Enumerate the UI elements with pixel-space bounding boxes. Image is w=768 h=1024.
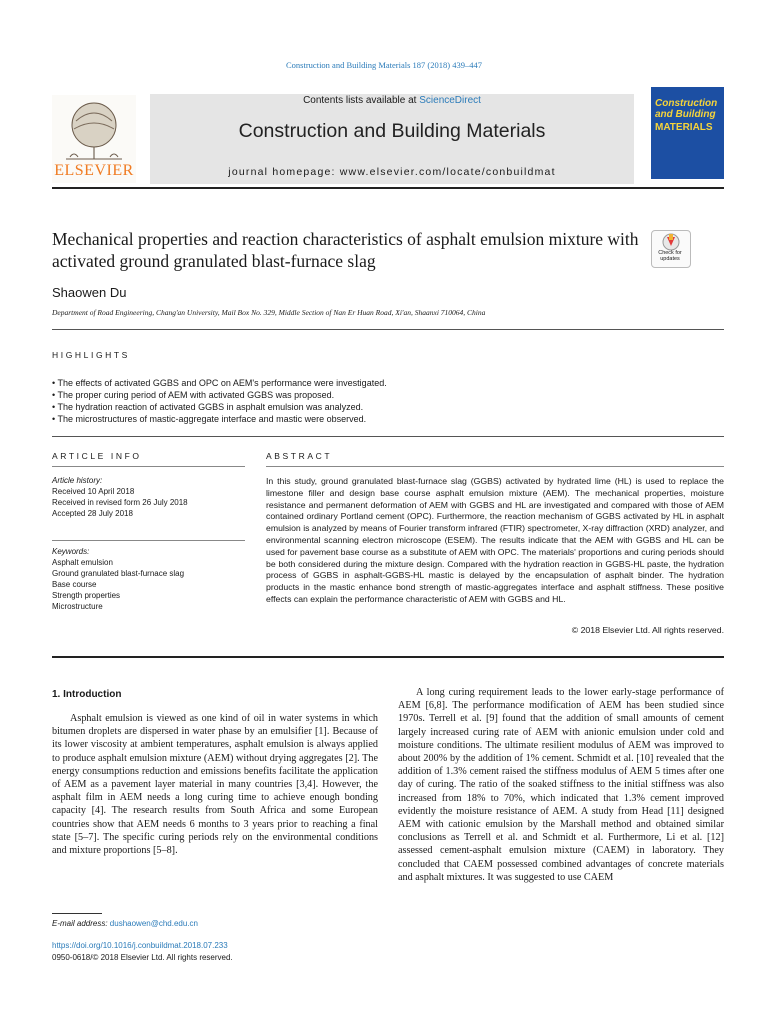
journal-homepage-link[interactable]: journal homepage: www.elsevier.com/locate/conbuildmat	[228, 166, 556, 178]
highlight-item: • The proper curing period of AEM with activated GGBS was proposed.	[52, 390, 335, 400]
abstract-text: In this study, ground granulated blast-furnace slag (GGBS) activated by hydrated lime (HL) is used to replace the limestone filler and design base course asphalt emulsion mixture (AEM). The mechanical properties, moisture resistance and permanent deformation of AEM with GGBS and HL are investigated and compared with those of AEM contained ordinary Portland cement (OPC). Furthermore, the reaction mechanism of GGBS activated by HL in asphalt emulsion is analyzed by means of Fourier transform infrared (FTIR) spectrometer, X-ray diffraction (XRD) analyzer, and environmental scanning electron microscope (ESEM). The results indicate that the AEM with GGBS and HL can be used for pavement base course as a substitute of AEM with OPC. The materials' proportions and curing periods should be both considered during the mixture design. Compared with the hydration reaction in GGBS-HL paste, the hydration process of GGBS in asphalt-GGBS-HL mastic is delayed by the encapsulation of asphalt binder. The hydration products in the mastic enhance bond strength of mastic-aggregates interface and asphalt stiffness. These positive effects can explain the performance characteristic of AEM with GGBS and HL.	[266, 476, 724, 604]
divider	[52, 329, 724, 330]
keywords	[52, 546, 252, 612]
highlight-item: • The effects of activated GGBS and OPC on AEM's performance were investigated.	[52, 378, 387, 388]
journal-title: Construction and Building Materials	[238, 120, 546, 142]
keywords-label: Keywords:	[52, 547, 90, 556]
keyword: Microstructure	[52, 602, 103, 611]
accepted-date: Accepted 28 July 2018	[52, 509, 133, 518]
contents-availability	[150, 95, 634, 106]
divider	[52, 436, 724, 437]
keyword: Ground granulated blast-furnace slag	[52, 569, 185, 578]
highlight-item: • The hydration reaction of activated GGBS in asphalt emulsion was analyzed.	[52, 402, 364, 412]
divider	[52, 466, 245, 467]
highlight-item: • The microstructures of mastic-aggregate interface and mastic were observed.	[52, 414, 367, 424]
doi-link[interactable]: https://doi.org/10.1016/j.conbuildmat.2018.07.233	[52, 941, 228, 950]
highlights-list	[52, 377, 732, 425]
contents-prefix: Contents lists available at	[303, 95, 420, 106]
article-history	[52, 475, 252, 519]
received-date: Received 10 April 2018	[52, 487, 135, 496]
issn-copyright: 0950-0618/© 2018 Elsevier Ltd. All rights reserved.	[52, 953, 233, 962]
body-column-left	[52, 712, 378, 857]
footnote-rule	[52, 913, 102, 914]
abstract-copyright: © 2018 Elsevier Ltd. All rights reserved.	[571, 625, 724, 635]
divider	[52, 540, 245, 541]
highlights-heading: HIGHLIGHTS	[52, 350, 130, 360]
abstract-heading: ABSTRACT	[266, 451, 333, 461]
cover-materials: MATERIALS	[655, 122, 713, 133]
author-name: Shaowen Du	[52, 285, 127, 300]
section-heading: 1. Introduction	[52, 689, 122, 700]
email-label: E-mail address:	[52, 919, 110, 928]
body-column-right	[398, 686, 724, 884]
crossmark-icon	[652, 231, 690, 251]
header-divider	[52, 187, 724, 189]
body-paragraph: Asphalt emulsion is viewed as one kind of oil in water systems in which bitumen droplets are dispersed in water phase by an emulsifier [1]. Because of its lower viscosity at ambient temperatures, asphalt emulsion is always applied to produce asphalt emulsion mixture (AEM) without drying aggregates [2]. The energy consumptions reduction and emissions benefits facilitate the application of AEM as a pavement layer material in many countries [3,4]. However, the asphalt film in AEM needs a long curing time to achieve enough bonding capacity [4]. The research results from South Africa and some European countries show that AEM needs 6 months to 3 years prior to reaching a final state [5–7]. The specific curing periods rely on the environmental conditions and mixture proportions [5–8].	[52, 713, 378, 857]
sciencedirect-link[interactable]: ScienceDirect	[419, 95, 481, 106]
email-link[interactable]: dushaowen@chd.edu.cn	[109, 919, 198, 928]
article-info-heading: ARTICLE INFO	[52, 451, 142, 461]
history-label: Article history:	[52, 476, 103, 485]
check-for-updates-button[interactable]	[651, 230, 691, 268]
author-affiliation: Department of Road Engineering, Chang'an University, Mail Box No. 329, Middle Section of Nan Er Huan Road, Xi'an, Shaanxi 710064, China	[52, 308, 486, 317]
divider	[266, 466, 724, 467]
article-title: Mechanical properties and reaction characteristics of asphalt emulsion mixture with activated ground granulated blast-furnace slag	[52, 229, 639, 271]
revised-date: Received in revised form 26 July 2018	[52, 498, 188, 507]
cover-title: Construction and Building	[655, 98, 718, 120]
keyword: Base course	[52, 580, 97, 589]
elsevier-wordmark: ELSEVIER	[54, 162, 134, 179]
journal-reference-link[interactable]: Construction and Building Materials 187 (2018) 439–447	[286, 60, 482, 70]
keyword: Asphalt emulsion	[52, 558, 113, 567]
body-paragraph: A long curing requirement leads to the lower early-stage performance of AEM [6,8]. The performance modification of AEM has been studied since 1970s. Terrell et al. [9] found that the addition of small amounts of cement largely increased curing rate of AEM with anionic emulsion under cold and moisture conditions. The ultimate resilient modulus of AEM was improved to about 200% by the addition of 1% cement. Schmidt et al. [10] revealed that the addition of 1.3% cement raised the stiffness modulus of AEM 5 times after one day of curing. The ratio of the soaked stiffness to the initial stiffness was also increased from 18% to 70%, which indicated that 1.3% cement improved evidently the moisture resistance of AEM. A study from Head [11] designed AEM with cationic emulsion by the Marshall method and obtained similar conclusions as Terrell et al. and Schmidt et al. Furthermore, Li et al. [12] assessed cement-asphalt emulsion mixture (CAEM) in laboratory. They concluded that CAEM possessed combined advantages of concrete materials and asphalt mixtures. It was suggested to use CAEM	[398, 687, 724, 883]
keyword: Strength properties	[52, 591, 121, 600]
crossmark-label: Check for updates	[658, 250, 682, 262]
divider	[52, 656, 724, 658]
corresponding-email	[52, 919, 198, 928]
